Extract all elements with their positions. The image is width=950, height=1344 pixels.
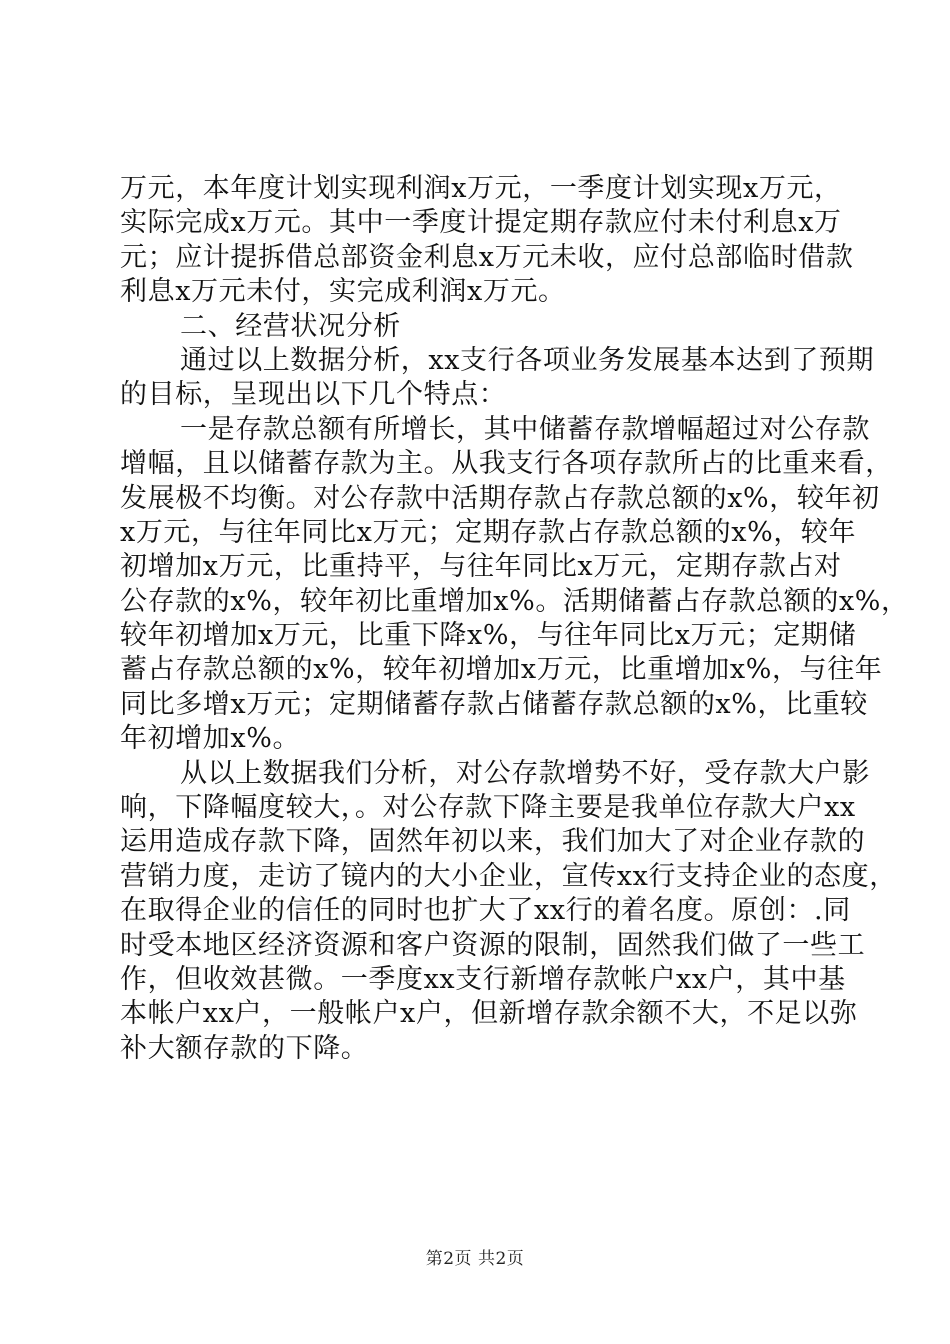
paragraph-start-line: 通过以上数据分析，xx支行各项业务发展基本达到了预期 xyxy=(180,344,875,376)
text-line: 响，下降幅度较大，。对公存款下降主要是我单位存款大户xx xyxy=(120,792,856,824)
text-line: 营销力度，走访了镜内的大小企业，宣传xx行支持企业的态度， xyxy=(120,860,897,892)
text-line: 年初增加x%。 xyxy=(120,723,301,755)
text-line: 较年初增加x万元，比重下降x%，与往年同比x万元；定期储 xyxy=(120,620,857,652)
text-line: 同比多增x万元；定期储蓄存款占储蓄存款总额的x%，比重较 xyxy=(120,688,868,720)
section-heading: 二、经营状况分析 xyxy=(180,310,401,342)
text-line: 运用造成存款下降，固然年初以来，我们加大了对企业存款的 xyxy=(120,826,866,858)
text-line: 增幅，且以储蓄存款为主。从我支行各项存款所占的比重来看， xyxy=(120,448,893,480)
paragraph-start-line: 从以上数据我们分析，对公存款增势不好，受存款大户影 xyxy=(180,757,870,789)
text-line: 补大额存款的下降。 xyxy=(120,1032,369,1064)
text-line: 初增加x万元，比重持平，与往年同比x万元，定期存款占对 xyxy=(120,551,842,583)
document-body xyxy=(120,172,909,1066)
text-line: 时受本地区经济资源和客户资源的限制，固然我们做了一些工 xyxy=(120,929,866,961)
text-line: 作，但收效甚微。一季度xx支行新增存款帐户xx户，其中基 xyxy=(120,963,846,995)
text-line: 元；应计提拆借总部资金利息x万元未收，应付总部临时借款 xyxy=(120,241,854,273)
text-line: 发展极不均衡。对公存款中活期存款占存款总额的x%，较年初 xyxy=(120,482,880,514)
text-line: x万元，与往年同比x万元；定期存款占存款总额的x%，较年 xyxy=(120,516,857,548)
text-line: 的目标，呈现出以下几个特点： xyxy=(120,379,507,411)
text-line: 本帐户xx户，一般帐户x户，但新增存款余额不大，不足以弥 xyxy=(120,998,858,1030)
text-line: 万元，本年度计划实现利润x万元，一季度计划实现x万元， xyxy=(120,173,842,204)
text-line: 公存款的x%，较年初比重增加x%。活期储蓄占存款总额的x%， xyxy=(120,585,909,617)
paragraph-start-line: 一是存款总额有所增长，其中储蓄存款增幅超过对公存款 xyxy=(180,413,870,445)
text-line: 实际完成x万元。其中一季度计提定期存款应付未付利息x万 xyxy=(120,207,842,239)
text-line: 蓄占存款总额的x%，较年初增加x万元，比重增加x%，与往年 xyxy=(120,654,883,686)
text-line: 利息x万元未付，实完成利润x万元。 xyxy=(120,276,566,308)
text-line: 在取得企业的信任的同时也扩大了xx行的着名度。原创：.同 xyxy=(120,895,851,927)
page-number-footer: 第2页 共2页 xyxy=(425,1249,525,1269)
